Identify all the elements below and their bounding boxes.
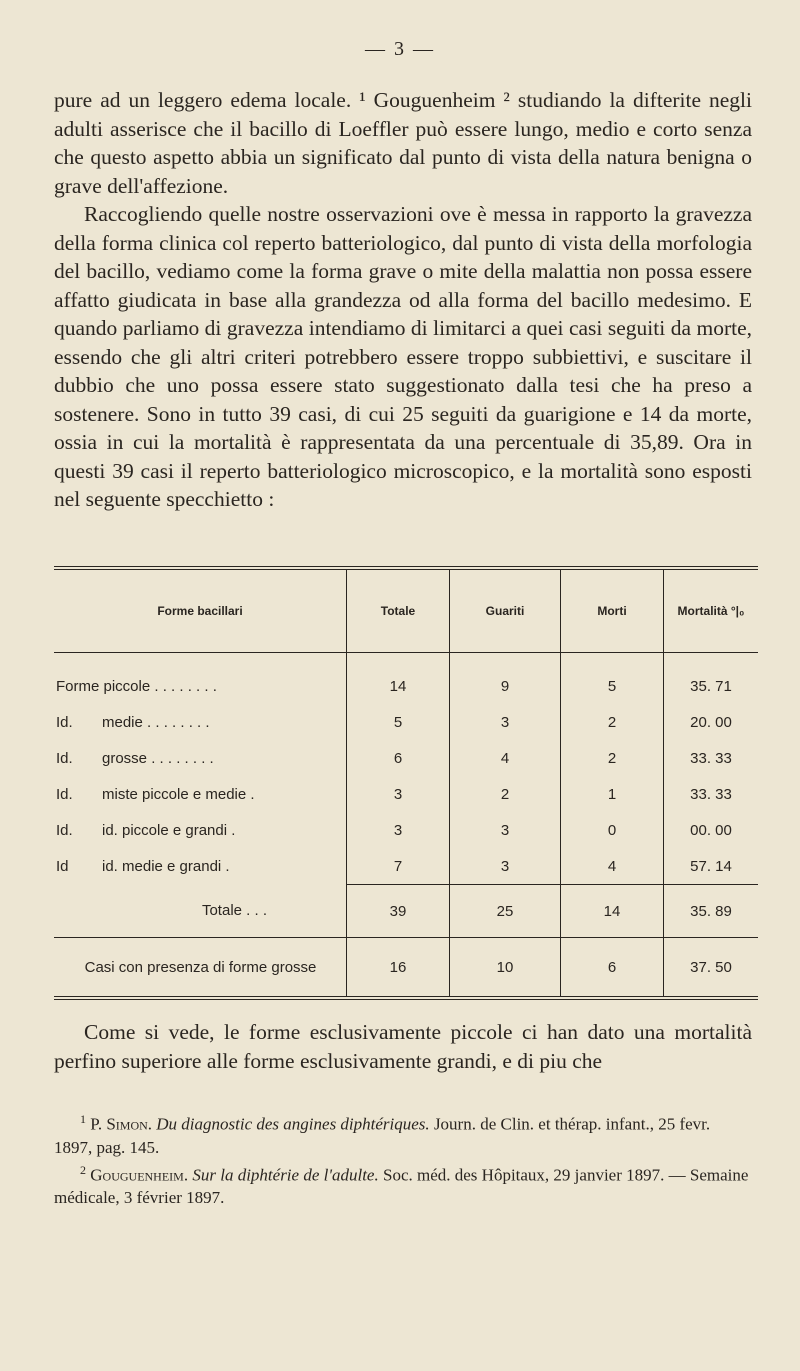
- cell-mortalita: 37. 50: [664, 938, 759, 999]
- footnotes: [54, 1108, 752, 1209]
- table-row: [54, 938, 758, 999]
- cell-mortalita: 57. 14: [664, 848, 759, 885]
- cell-totale: 3: [347, 776, 450, 812]
- cell-guariti: 25: [450, 885, 561, 938]
- row-label: Casi con presenza di forme grosse: [54, 938, 347, 999]
- table-row: [54, 812, 758, 848]
- table-row: [54, 848, 758, 885]
- cell-morti: 6: [561, 938, 664, 999]
- footnote-title: Sur la diphtérie de l'adulte.: [192, 1165, 379, 1185]
- cell-mortalita: 00. 00: [664, 812, 759, 848]
- cell-guariti: 3: [450, 812, 561, 848]
- footnote-marker: 2: [80, 1162, 86, 1177]
- intro-text: [54, 86, 752, 514]
- cell-totale: 16: [347, 938, 450, 999]
- mortality-table: [54, 566, 758, 1000]
- cell-mortalita: 35. 89: [664, 885, 759, 938]
- footnote: [54, 1108, 752, 1159]
- row-label: Forme piccole . . . . . . . .: [56, 677, 217, 695]
- cell-guariti: 3: [450, 848, 561, 885]
- cell-morti: 14: [561, 885, 664, 938]
- footnote-marker: 1: [80, 1112, 86, 1126]
- cell-totale: 39: [347, 885, 450, 938]
- cell-totale: 5: [347, 704, 450, 740]
- cell-guariti: 2: [450, 776, 561, 812]
- column-header: Morti: [561, 568, 664, 653]
- conclusion-text: [54, 1018, 752, 1075]
- cell-guariti: 3: [450, 704, 561, 740]
- cell-morti: 5: [561, 653, 664, 705]
- cell-morti: 1: [561, 776, 664, 812]
- cell-totale: 14: [347, 653, 450, 705]
- page-number: — 3 —: [365, 38, 435, 60]
- cell-totale: 6: [347, 740, 450, 776]
- cell-mortalita: 33. 33: [664, 740, 759, 776]
- column-header: Totale: [347, 568, 450, 653]
- cell-totale: 7: [347, 848, 450, 885]
- footnote-reference: Journ. de Clin. et thérap. infant., 25 fevr. 1897, pag. 145.: [54, 1114, 711, 1157]
- table-row: [54, 704, 758, 740]
- column-header: Mortalità °|₀: [664, 568, 759, 653]
- row-label: Totale . . .: [201, 902, 268, 920]
- row-label: Id. grosse . . . . . . . .: [56, 749, 214, 767]
- paragraph: Raccogliendo quelle nostre osservazioni ove è messa in rapporto la gravezza della forma clinica col reperto batteriologico, dal punto di vista della morfologia del bacillo, vediamo come la forma grave o mite della malattia non possa essere affatto giudicata in base alla grandezza od alla forma del bacillo medesimo. E quando parliamo di gravezza intendiamo di limitarci a quei casi seguiti da morte, essendo che gli altri criteri potrebbero essere troppo subbiettivi, e suscitare il dubbio che uno possa essere stato suggestionato dalla tesi che ha preso a sostenere. Sono in tutto 39 casi, di cui 25 seguiti da guarigione e 14 da morte, ossia in cui la mortalità è rappresentata da una percentuale di 35,89. Ora in questi 39 casi il reperto batteriologico microscopico, e la mortalità sono esposti nel seguente specchietto :: [54, 202, 752, 511]
- row-label: Id. id. piccole e grandi .: [56, 821, 236, 839]
- row-label: Id. medie . . . . . . . .: [56, 713, 210, 731]
- footnote: [54, 1159, 752, 1210]
- footnote-author: P. Simon.: [90, 1114, 153, 1134]
- cell-mortalita: 33. 33: [664, 776, 759, 812]
- cell-morti: 2: [561, 740, 664, 776]
- table-row: [54, 776, 758, 812]
- table-row: [54, 653, 758, 705]
- cell-morti: 0: [561, 812, 664, 848]
- table-row: [54, 740, 758, 776]
- column-header: Forme bacillari: [54, 568, 347, 653]
- cell-totale: 3: [347, 812, 450, 848]
- paragraph: Come si vede, le forme esclusivamente piccole ci han dato una mortalità perfino superiore alle forme esclusivamente grandi, e di piu che: [54, 1020, 752, 1073]
- cell-mortalita: 20. 00: [664, 704, 759, 740]
- cell-guariti: 4: [450, 740, 561, 776]
- row-label: Id. miste piccole e medie .: [56, 785, 255, 803]
- footnote-reference: Soc. méd. des Hôpitaux, 29 janvier 1897. — Semaine médicale, 3 février 1897.: [54, 1165, 749, 1208]
- row-label: Id id. medie e grandi .: [56, 857, 230, 875]
- paragraph: pure ad un leggero edema locale. ¹ Gouguenheim ² studiando la difterite negli adulti asserisce che il bacillo di Loeffler può essere lungo, medio e corto senza che questo aspetto abbia un significato dal punto di vista della natura benigna o grave dell'affezione.: [54, 88, 752, 198]
- cell-guariti: 10: [450, 938, 561, 999]
- cell-guariti: 9: [450, 653, 561, 705]
- table-header-row: [54, 568, 758, 653]
- cell-morti: 2: [561, 704, 664, 740]
- footnote-author: Gouguenheim.: [90, 1165, 189, 1185]
- cell-mortalita: 35. 71: [664, 653, 759, 705]
- table-total-row: [54, 885, 758, 938]
- cell-morti: 4: [561, 848, 664, 885]
- column-header: Guariti: [450, 568, 561, 653]
- footnote-title: Du diagnostic des angines diphtériques.: [156, 1114, 430, 1134]
